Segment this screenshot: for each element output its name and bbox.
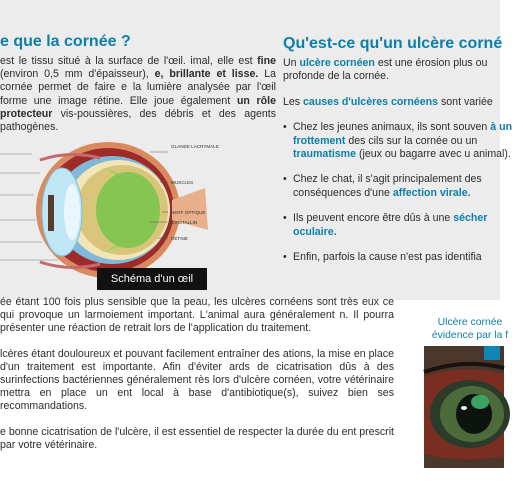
ulcer-definition [283, 57, 523, 84]
causes-intro [283, 96, 523, 109]
diagram-caption: Schéma d'un œil [97, 268, 207, 290]
treatment-paragraph: lcères étant douloureux et pouvant facilement entraîner des ations, la mise en place d'un traitement est importante. Afin d'éviter ards de cicatrisation dûs à des surinfections bactériennes généralement rès lors d'ulcère cornéen, votre vétérinaire mettra en place un ent local à base d'antibiotique(s), suivez bien ses recommandations. [0, 347, 394, 413]
body-text: imal, elle est [190, 55, 258, 67]
body-text: est une érosion plus ou profonde de la cornée. [283, 57, 488, 83]
label-crystalline-lens: CRISTALLIN [171, 220, 198, 225]
label-muscles: MUSCLES [171, 180, 194, 185]
body-text: (jeux ou bagarre avec u animal). [356, 148, 511, 161]
photo-caption [420, 316, 520, 342]
body-text: La cornée permet de faire e la lumière analysée par l'œil forme une image rétine. Elle joue également [0, 68, 277, 107]
cause-item-viral [283, 173, 523, 200]
emphasis-text: ulcère cornéen [299, 57, 375, 69]
label-retina: RÉTINE [171, 236, 188, 241]
ulcer-explanation [283, 57, 523, 276]
emphasis-text: un rôle protecteur [0, 94, 276, 120]
causes-list [283, 121, 523, 264]
emphasis-text: sécher oculaire. [293, 212, 488, 238]
body-text: est le tissu situé à la surface de l'œil. [0, 55, 191, 67]
emphasis-text: à un frottement [293, 121, 513, 147]
cornea-definition-paragraph [0, 55, 276, 134]
cause-item-dry-eye [283, 212, 523, 239]
emphasis-text: e, brillante et lisse. [154, 68, 259, 81]
emphasis-text: causes d'ulcères cornéens [303, 95, 439, 108]
cause-item-unknown [283, 251, 523, 264]
body-text: Enfin, parfois la cause n'est pas identifia [293, 251, 482, 264]
left-heading: e que la cornée ? [0, 33, 131, 50]
photo-caption-line-1: Ulcère cornée [437, 317, 503, 328]
body-text: sont variée [438, 95, 493, 108]
photo-caption-line-2: évidence par la f [431, 330, 509, 341]
photo-accent-bar [484, 346, 500, 360]
label-lacrimal-gland: GLANDE LACRYMALE [171, 144, 219, 149]
cause-item-young-animals [283, 121, 523, 161]
body-text: Chez le chat, il s'agit principalement des conséquences d'une [293, 173, 482, 199]
emphasis-text: traumatisme [293, 148, 356, 161]
right-heading: Qu'est-ce qu'un ulcère corné [283, 35, 503, 52]
label-optic-nerve: NERF OPTIQUE [171, 210, 206, 215]
ulcer-eye-photo [424, 346, 504, 468]
body-text: (environ 0,5 mm d'épaisseur), [0, 68, 155, 81]
body-text: Chez les jeunes animaux, ils sont souven [293, 121, 491, 134]
symptoms-treatment-text [0, 296, 394, 464]
body-text: des cils sur la cornée ou un [345, 134, 478, 147]
body-text: Les [283, 95, 304, 108]
symptoms-paragraph: ée étant 100 fois plus sensible que la peau, les ulcères cornéens sont très eux ce qui provoque un larmoiement important. L'animal aura généralement n. Il pourra présenter une réaction de retrait lors de l'application du traitement. [0, 296, 394, 335]
body-text: Un [283, 57, 300, 69]
healing-paragraph: e bonne cicatrisation de l'ulcère, il est essentiel de respecter la durée du ent prescrit par votre vétérinaire. [0, 425, 394, 451]
body-text: Ils peuvent encore être dûs à une [293, 212, 454, 225]
body-text: vis-poussières, des débris et des agents pathogènes. [0, 107, 276, 134]
emphasis-text: affection virale. [392, 186, 471, 199]
emphasis-text: fine [257, 55, 276, 67]
